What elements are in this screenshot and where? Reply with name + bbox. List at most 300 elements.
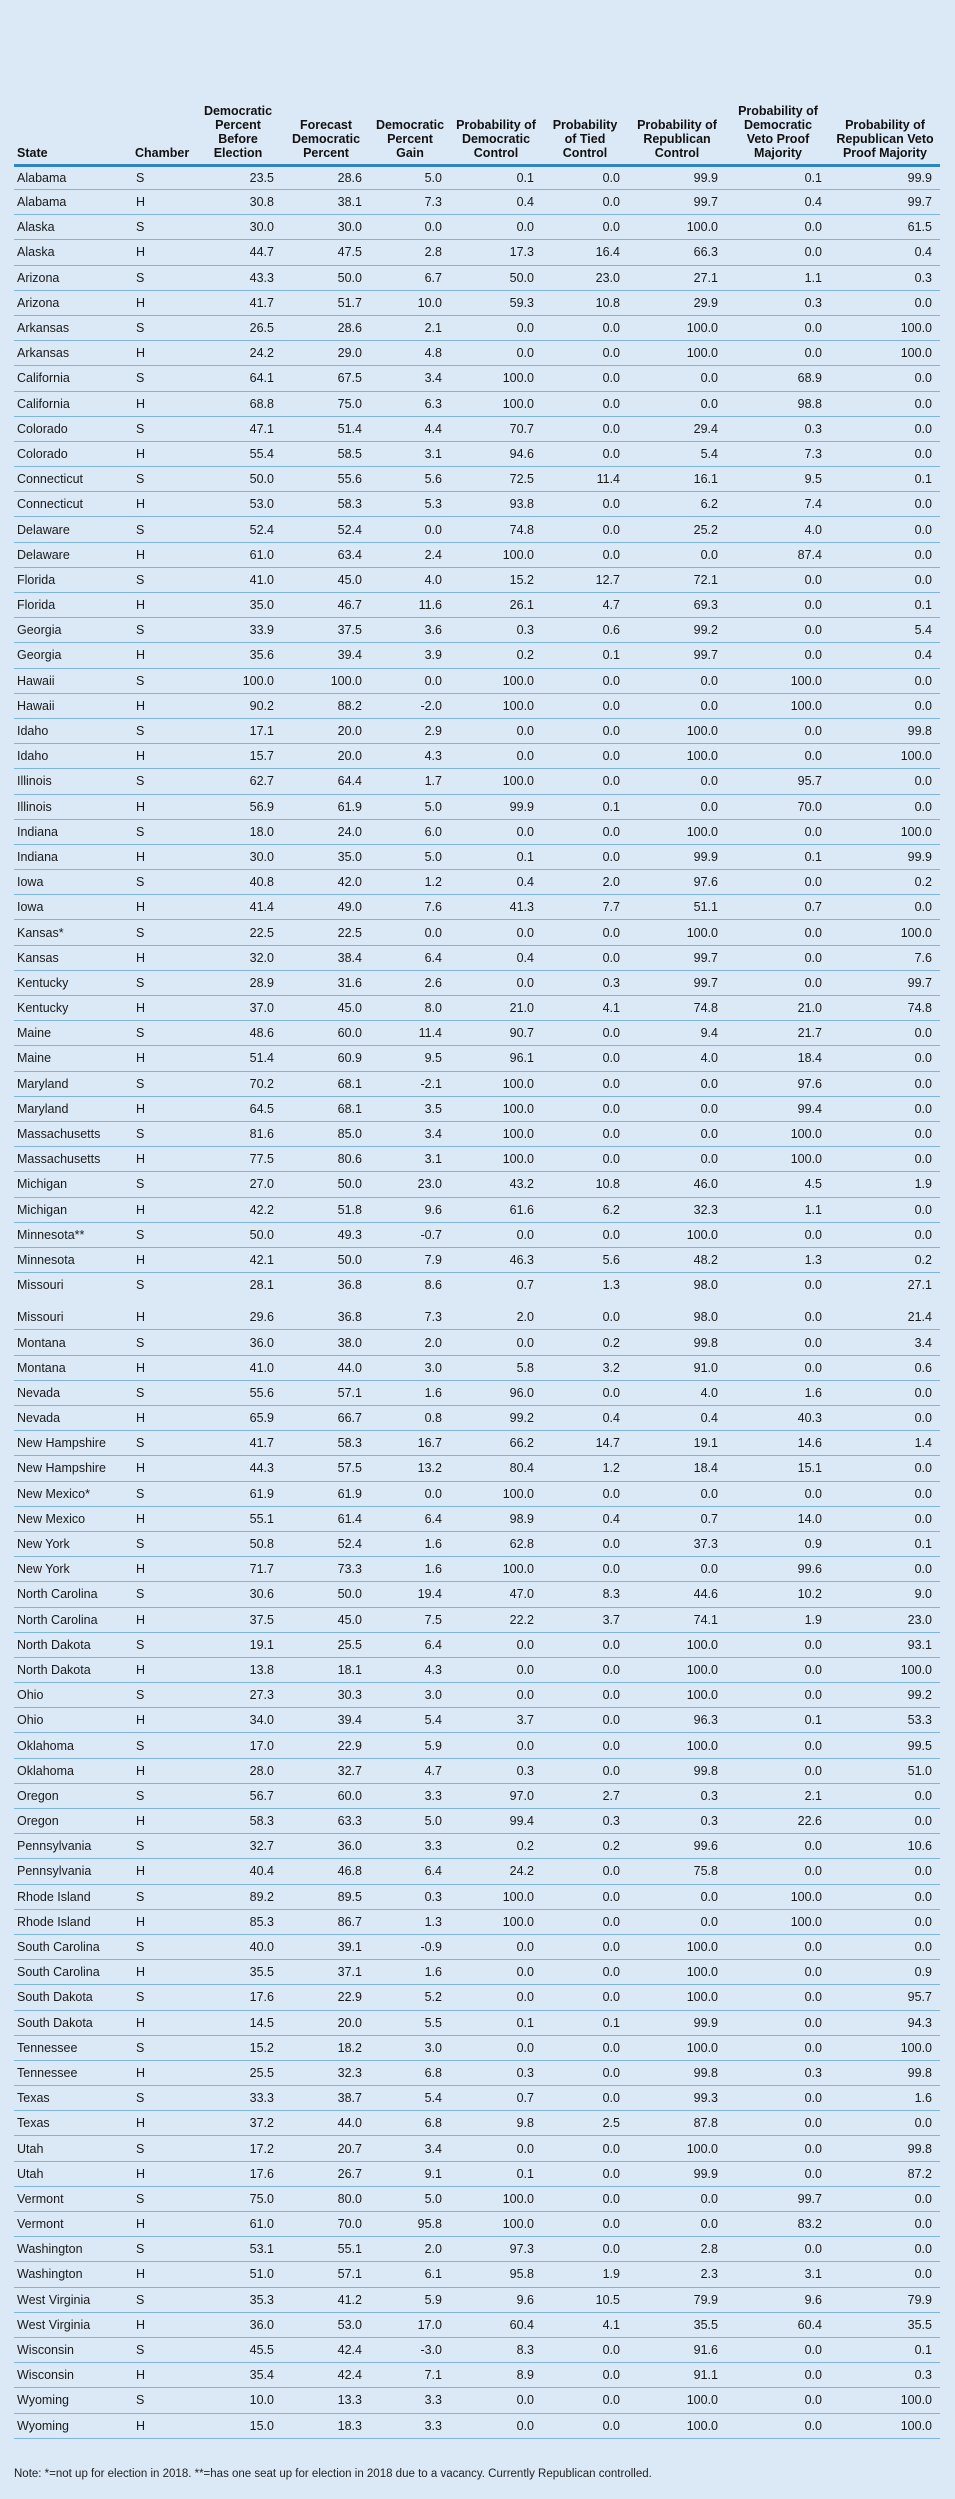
cell-dem-percent-before: 85.3 xyxy=(194,1909,282,1934)
cell-prob-rep-control: 91.0 xyxy=(628,1355,726,1380)
cell-dem-percent-gain: 6.8 xyxy=(370,2060,450,2085)
cell-forecast-dem-percent: 80.6 xyxy=(282,1147,370,1172)
cell-prob-rep-control: 100.0 xyxy=(628,1222,726,1247)
cell-chamber: H xyxy=(132,2363,194,2388)
cell-prob-tied-control: 0.0 xyxy=(542,1859,628,1884)
cell-prob-rep-control: 100.0 xyxy=(628,1985,726,2010)
cell-forecast-dem-percent: 46.7 xyxy=(282,593,370,618)
cell-dem-percent-before: 15.2 xyxy=(194,2035,282,2060)
cell-forecast-dem-percent: 32.7 xyxy=(282,1758,370,1783)
table-row xyxy=(14,1380,940,1405)
cell-prob-dem-veto-proof: 0.0 xyxy=(726,1355,830,1380)
cell-state: Tennessee xyxy=(14,2060,132,2085)
cell-state: Pennsylvania xyxy=(14,1859,132,1884)
cell-chamber: S xyxy=(132,416,194,441)
cell-prob-rep-control: 100.0 xyxy=(628,2035,726,2060)
cell-prob-rep-control: 100.0 xyxy=(628,1657,726,1682)
cell-chamber: S xyxy=(132,315,194,340)
cell-chamber: H xyxy=(132,2262,194,2287)
cell-dem-percent-gain: 2.0 xyxy=(370,1330,450,1355)
cell-prob-rep-control: 0.0 xyxy=(628,1096,726,1121)
cell-prob-rep-control: 4.0 xyxy=(628,1046,726,1071)
cell-prob-dem-control: 100.0 xyxy=(450,1071,542,1096)
cell-prob-rep-veto-proof: 27.1 xyxy=(830,1273,940,1302)
cell-prob-dem-control: 100.0 xyxy=(450,542,542,567)
cell-dem-percent-gain: 6.4 xyxy=(370,945,450,970)
header-forecast-dem-percent: Forecast Democratic Percent xyxy=(282,82,370,166)
cell-prob-rep-control: 100.0 xyxy=(628,744,726,769)
table-row xyxy=(14,1431,940,1456)
cell-forecast-dem-percent: 42.4 xyxy=(282,2363,370,2388)
cell-prob-dem-veto-proof: 0.0 xyxy=(726,920,830,945)
cell-dem-percent-before: 35.4 xyxy=(194,2363,282,2388)
cell-prob-dem-veto-proof: 100.0 xyxy=(726,1147,830,1172)
cell-prob-rep-veto-proof: 95.7 xyxy=(830,1985,940,2010)
cell-prob-rep-control: 99.2 xyxy=(628,618,726,643)
cell-forecast-dem-percent: 55.1 xyxy=(282,2237,370,2262)
cell-forecast-dem-percent: 51.4 xyxy=(282,416,370,441)
cell-prob-tied-control: 4.7 xyxy=(542,593,628,618)
cell-chamber: S xyxy=(132,265,194,290)
cell-prob-dem-veto-proof: 87.4 xyxy=(726,542,830,567)
cell-prob-rep-veto-proof: 99.7 xyxy=(830,970,940,995)
cell-chamber: S xyxy=(132,1582,194,1607)
cell-prob-dem-veto-proof: 99.4 xyxy=(726,1096,830,1121)
cell-prob-rep-veto-proof: 0.0 xyxy=(830,290,940,315)
cell-prob-dem-veto-proof: 4.5 xyxy=(726,1172,830,1197)
cell-prob-rep-veto-proof: 23.0 xyxy=(830,1607,940,1632)
cell-dem-percent-before: 28.0 xyxy=(194,1758,282,1783)
table-row xyxy=(14,2060,940,2085)
cell-prob-rep-control: 35.5 xyxy=(628,2312,726,2337)
cell-prob-rep-control: 0.0 xyxy=(628,1121,726,1146)
table-row xyxy=(14,1934,940,1959)
cell-prob-rep-control: 99.6 xyxy=(628,1834,726,1859)
cell-prob-tied-control: 0.0 xyxy=(542,1222,628,1247)
table-row xyxy=(14,693,940,718)
cell-prob-dem-veto-proof: 1.6 xyxy=(726,1380,830,1405)
cell-prob-dem-control: 0.2 xyxy=(450,1834,542,1859)
cell-state: North Dakota xyxy=(14,1632,132,1657)
cell-prob-rep-veto-proof: 99.2 xyxy=(830,1683,940,1708)
cell-prob-tied-control: 10.8 xyxy=(542,1172,628,1197)
cell-chamber: S xyxy=(132,819,194,844)
cell-prob-rep-control: 100.0 xyxy=(628,2388,726,2413)
cell-prob-dem-control: 70.7 xyxy=(450,416,542,441)
table-row xyxy=(14,1859,940,1884)
cell-prob-dem-veto-proof: 0.0 xyxy=(726,315,830,340)
cell-forecast-dem-percent: 51.7 xyxy=(282,290,370,315)
cell-dem-percent-gain: 4.3 xyxy=(370,1657,450,1682)
cell-forecast-dem-percent: 26.7 xyxy=(282,2161,370,2186)
table-row xyxy=(14,1683,940,1708)
cell-prob-tied-control: 0.1 xyxy=(542,643,628,668)
table-row xyxy=(14,2413,940,2438)
cell-prob-rep-control: 0.7 xyxy=(628,1506,726,1531)
cell-forecast-dem-percent: 36.8 xyxy=(282,1273,370,1302)
cell-state: Arkansas xyxy=(14,315,132,340)
table-row xyxy=(14,492,940,517)
table-row xyxy=(14,945,940,970)
cell-prob-dem-veto-proof: 0.9 xyxy=(726,1531,830,1556)
cell-prob-dem-control: 0.0 xyxy=(450,1934,542,1959)
cell-prob-dem-veto-proof: 0.0 xyxy=(726,2086,830,2111)
cell-dem-percent-gain: 1.6 xyxy=(370,1557,450,1582)
table-row xyxy=(14,1909,940,1934)
cell-dem-percent-gain: 5.0 xyxy=(370,2186,450,2211)
cell-prob-dem-control: 8.9 xyxy=(450,2363,542,2388)
cell-prob-dem-veto-proof: 0.0 xyxy=(726,1301,830,1330)
cell-prob-rep-control: 0.0 xyxy=(628,668,726,693)
cell-prob-tied-control: 0.0 xyxy=(542,2212,628,2237)
table-row xyxy=(14,2086,940,2111)
cell-prob-dem-veto-proof: 0.0 xyxy=(726,1985,830,2010)
table-row xyxy=(14,366,940,391)
cell-prob-rep-control: 0.0 xyxy=(628,1557,726,1582)
cell-prob-dem-veto-proof: 0.0 xyxy=(726,1273,830,1302)
cell-dem-percent-before: 27.3 xyxy=(194,1683,282,1708)
table-row xyxy=(14,920,940,945)
cell-chamber: S xyxy=(132,718,194,743)
cell-chamber: H xyxy=(132,593,194,618)
cell-dem-percent-before: 61.9 xyxy=(194,1481,282,1506)
cell-prob-rep-veto-proof: 0.4 xyxy=(830,240,940,265)
cell-prob-dem-veto-proof: 70.0 xyxy=(726,794,830,819)
cell-dem-percent-gain: -0.7 xyxy=(370,1222,450,1247)
table-row xyxy=(14,2136,940,2161)
cell-dem-percent-before: 24.2 xyxy=(194,341,282,366)
cell-state: California xyxy=(14,391,132,416)
cell-prob-tied-control: 6.2 xyxy=(542,1197,628,1222)
cell-prob-rep-veto-proof: 21.4 xyxy=(830,1301,940,1330)
cell-prob-rep-veto-proof: 0.0 xyxy=(830,895,940,920)
cell-chamber: S xyxy=(132,1733,194,1758)
cell-state: South Dakota xyxy=(14,1985,132,2010)
cell-state: North Dakota xyxy=(14,1657,132,1682)
table-row xyxy=(14,441,940,466)
cell-dem-percent-gain: 10.0 xyxy=(370,290,450,315)
cell-forecast-dem-percent: 58.3 xyxy=(282,492,370,517)
cell-state: Missouri xyxy=(14,1273,132,1302)
cell-prob-dem-control: 60.4 xyxy=(450,2312,542,2337)
cell-prob-tied-control: 14.7 xyxy=(542,1431,628,1456)
cell-prob-rep-veto-proof: 0.4 xyxy=(830,643,940,668)
cell-prob-rep-veto-proof: 0.0 xyxy=(830,693,940,718)
cell-prob-dem-veto-proof: 10.2 xyxy=(726,1582,830,1607)
cell-forecast-dem-percent: 37.1 xyxy=(282,1960,370,1985)
cell-chamber: S xyxy=(132,970,194,995)
cell-prob-tied-control: 0.0 xyxy=(542,1758,628,1783)
cell-prob-tied-control: 0.0 xyxy=(542,2035,628,2060)
cell-prob-rep-control: 97.6 xyxy=(628,870,726,895)
cell-prob-rep-control: 99.8 xyxy=(628,1330,726,1355)
cell-prob-rep-veto-proof: 99.8 xyxy=(830,718,940,743)
cell-dem-percent-gain: 6.4 xyxy=(370,1632,450,1657)
cell-prob-rep-control: 51.1 xyxy=(628,895,726,920)
cell-dem-percent-before: 43.3 xyxy=(194,265,282,290)
cell-prob-dem-control: 94.6 xyxy=(450,441,542,466)
cell-prob-rep-control: 0.0 xyxy=(628,1071,726,1096)
cell-chamber: H xyxy=(132,1147,194,1172)
cell-prob-dem-veto-proof: 98.8 xyxy=(726,391,830,416)
cell-prob-rep-control: 100.0 xyxy=(628,1632,726,1657)
cell-forecast-dem-percent: 38.1 xyxy=(282,190,370,215)
cell-prob-rep-veto-proof: 100.0 xyxy=(830,341,940,366)
cell-prob-rep-control: 44.6 xyxy=(628,1582,726,1607)
cell-prob-dem-control: 22.2 xyxy=(450,1607,542,1632)
cell-prob-rep-veto-proof: 0.2 xyxy=(830,870,940,895)
table-row xyxy=(14,1247,940,1272)
cell-chamber: H xyxy=(132,945,194,970)
cell-prob-rep-control: 2.8 xyxy=(628,2237,726,2262)
cell-prob-dem-control: 15.2 xyxy=(450,567,542,592)
cell-prob-tied-control: 10.8 xyxy=(542,290,628,315)
cell-forecast-dem-percent: 53.0 xyxy=(282,2312,370,2337)
cell-dem-percent-before: 22.5 xyxy=(194,920,282,945)
cell-forecast-dem-percent: 28.6 xyxy=(282,166,370,190)
cell-prob-dem-veto-proof: 0.0 xyxy=(726,215,830,240)
cell-prob-tied-control: 0.0 xyxy=(542,1481,628,1506)
cell-prob-dem-control: 95.8 xyxy=(450,2262,542,2287)
cell-forecast-dem-percent: 63.3 xyxy=(282,1809,370,1834)
cell-prob-dem-veto-proof: 40.3 xyxy=(726,1406,830,1431)
cell-dem-percent-before: 48.6 xyxy=(194,1021,282,1046)
cell-chamber: S xyxy=(132,920,194,945)
cell-prob-rep-veto-proof: 0.3 xyxy=(830,2363,940,2388)
table-row xyxy=(14,166,940,190)
cell-prob-rep-veto-proof: 0.0 xyxy=(830,794,940,819)
cell-chamber: H xyxy=(132,2212,194,2237)
cell-forecast-dem-percent: 38.4 xyxy=(282,945,370,970)
cell-prob-tied-control: 0.0 xyxy=(542,718,628,743)
cell-prob-tied-control: 0.0 xyxy=(542,1934,628,1959)
cell-dem-percent-before: 52.4 xyxy=(194,517,282,542)
cell-prob-tied-control: 0.1 xyxy=(542,2010,628,2035)
cell-prob-tied-control: 1.3 xyxy=(542,1273,628,1302)
table-row xyxy=(14,1172,940,1197)
cell-prob-dem-control: 0.0 xyxy=(450,1222,542,1247)
cell-dem-percent-before: 27.0 xyxy=(194,1172,282,1197)
cell-forecast-dem-percent: 39.4 xyxy=(282,1708,370,1733)
cell-prob-rep-control: 0.0 xyxy=(628,1481,726,1506)
cell-dem-percent-gain: 5.0 xyxy=(370,844,450,869)
cell-prob-rep-veto-proof: 3.4 xyxy=(830,1330,940,1355)
cell-dem-percent-before: 17.6 xyxy=(194,2161,282,2186)
cell-prob-dem-control: 62.8 xyxy=(450,1531,542,1556)
cell-prob-tied-control: 7.7 xyxy=(542,895,628,920)
cell-prob-rep-veto-proof: 5.4 xyxy=(830,618,940,643)
cell-dem-percent-before: 15.7 xyxy=(194,744,282,769)
cell-forecast-dem-percent: 70.0 xyxy=(282,2212,370,2237)
cell-state: Illinois xyxy=(14,769,132,794)
cell-prob-rep-control: 100.0 xyxy=(628,819,726,844)
cell-prob-tied-control: 1.9 xyxy=(542,2262,628,2287)
cell-state: Utah xyxy=(14,2136,132,2161)
table-row xyxy=(14,870,940,895)
cell-prob-dem-veto-proof: 1.1 xyxy=(726,1197,830,1222)
table-row xyxy=(14,542,940,567)
cell-prob-rep-control: 74.8 xyxy=(628,996,726,1021)
cell-dem-percent-gain: 8.6 xyxy=(370,1273,450,1302)
footnote: Note: *=not up for election in 2018. **=has one seat up for election in 2018 due to a vacancy. Currently Republican controlled. xyxy=(14,2468,652,2480)
cell-state: Indiana xyxy=(14,819,132,844)
cell-prob-dem-veto-proof: 0.3 xyxy=(726,416,830,441)
cell-prob-rep-veto-proof: 0.0 xyxy=(830,2111,940,2136)
cell-prob-dem-control: 8.3 xyxy=(450,2337,542,2362)
table-row xyxy=(14,1506,940,1531)
table-row xyxy=(14,643,940,668)
cell-dem-percent-before: 56.7 xyxy=(194,1783,282,1808)
cell-state: Alabama xyxy=(14,166,132,190)
cell-state: Nevada xyxy=(14,1380,132,1405)
cell-dem-percent-before: 42.1 xyxy=(194,1247,282,1272)
cell-prob-tied-control: 0.3 xyxy=(542,1809,628,1834)
cell-prob-rep-control: 66.3 xyxy=(628,240,726,265)
cell-dem-percent-gain: 3.0 xyxy=(370,1355,450,1380)
cell-prob-dem-veto-proof: 18.4 xyxy=(726,1046,830,1071)
cell-chamber: S xyxy=(132,1071,194,1096)
cell-forecast-dem-percent: 75.0 xyxy=(282,391,370,416)
cell-dem-percent-gain: 5.9 xyxy=(370,1733,450,1758)
header-prob-rep-control: Probability of Republican Control xyxy=(628,82,726,166)
cell-prob-tied-control: 1.2 xyxy=(542,1456,628,1481)
cell-prob-rep-veto-proof: 0.0 xyxy=(830,1934,940,1959)
cell-dem-percent-before: 17.0 xyxy=(194,1733,282,1758)
cell-prob-tied-control: 5.6 xyxy=(542,1247,628,1272)
cell-chamber: S xyxy=(132,2186,194,2211)
table-row xyxy=(14,2287,940,2312)
cell-prob-rep-veto-proof: 0.0 xyxy=(830,2262,940,2287)
cell-prob-dem-control: 100.0 xyxy=(450,366,542,391)
cell-forecast-dem-percent: 88.2 xyxy=(282,693,370,718)
cell-dem-percent-before: 45.5 xyxy=(194,2337,282,2362)
cell-dem-percent-gain: 17.0 xyxy=(370,2312,450,2337)
cell-prob-dem-veto-proof: 0.3 xyxy=(726,290,830,315)
cell-prob-tied-control: 0.0 xyxy=(542,2337,628,2362)
cell-prob-rep-control: 99.9 xyxy=(628,166,726,190)
cell-state: Utah xyxy=(14,2161,132,2186)
cell-chamber: H xyxy=(132,1809,194,1834)
cell-dem-percent-before: 17.1 xyxy=(194,718,282,743)
header-row xyxy=(14,82,940,166)
header-dem-percent-before: Democratic Percent Before Election xyxy=(194,82,282,166)
cell-state: New Mexico xyxy=(14,1506,132,1531)
cell-prob-dem-control: 74.8 xyxy=(450,517,542,542)
cell-prob-rep-veto-proof: 99.8 xyxy=(830,2136,940,2161)
cell-state: Colorado xyxy=(14,441,132,466)
cell-prob-dem-veto-proof: 0.1 xyxy=(726,166,830,190)
cell-dem-percent-before: 50.0 xyxy=(194,1222,282,1247)
cell-prob-tied-control: 11.4 xyxy=(542,467,628,492)
cell-prob-dem-veto-proof: 0.0 xyxy=(726,2161,830,2186)
cell-prob-rep-veto-proof: 0.0 xyxy=(830,2237,940,2262)
cell-dem-percent-before: 75.0 xyxy=(194,2186,282,2211)
cell-prob-dem-veto-proof: 0.0 xyxy=(726,1960,830,1985)
cell-prob-dem-veto-proof: 0.0 xyxy=(726,1834,830,1859)
cell-prob-rep-control: 99.8 xyxy=(628,2060,726,2085)
cell-state: North Carolina xyxy=(14,1582,132,1607)
cell-prob-dem-veto-proof: 0.4 xyxy=(726,190,830,215)
cell-dem-percent-before: 13.8 xyxy=(194,1657,282,1682)
cell-forecast-dem-percent: 55.6 xyxy=(282,467,370,492)
cell-prob-tied-control: 0.0 xyxy=(542,517,628,542)
header-chamber: Chamber xyxy=(132,82,194,166)
cell-state: Maryland xyxy=(14,1071,132,1096)
cell-prob-rep-control: 27.1 xyxy=(628,265,726,290)
cell-prob-rep-control: 0.0 xyxy=(628,1147,726,1172)
table-row xyxy=(14,844,940,869)
cell-dem-percent-before: 19.1 xyxy=(194,1632,282,1657)
table-row xyxy=(14,1531,940,1556)
cell-chamber: S xyxy=(132,1431,194,1456)
cell-chamber: S xyxy=(132,1273,194,1302)
cell-prob-dem-veto-proof: 0.0 xyxy=(726,2363,830,2388)
cell-prob-rep-veto-proof: 0.0 xyxy=(830,567,940,592)
cell-prob-dem-veto-proof: 0.0 xyxy=(726,1657,830,1682)
cell-prob-dem-veto-proof: 21.0 xyxy=(726,996,830,1021)
cell-prob-dem-control: 0.0 xyxy=(450,2413,542,2438)
cell-state: Alaska xyxy=(14,240,132,265)
cell-prob-dem-control: 100.0 xyxy=(450,1909,542,1934)
cell-prob-dem-veto-proof: 4.0 xyxy=(726,517,830,542)
cell-chamber: S xyxy=(132,1985,194,2010)
cell-prob-rep-control: 69.3 xyxy=(628,593,726,618)
cell-dem-percent-before: 53.1 xyxy=(194,2237,282,2262)
cell-dem-percent-gain: 5.0 xyxy=(370,166,450,190)
cell-prob-tied-control: 0.0 xyxy=(542,920,628,945)
cell-forecast-dem-percent: 73.3 xyxy=(282,1557,370,1582)
cell-chamber: H xyxy=(132,2111,194,2136)
cell-prob-tied-control: 0.0 xyxy=(542,1301,628,1330)
cell-state: South Dakota xyxy=(14,2010,132,2035)
cell-forecast-dem-percent: 22.9 xyxy=(282,1733,370,1758)
cell-dem-percent-before: 26.5 xyxy=(194,315,282,340)
cell-dem-percent-gain: 5.0 xyxy=(370,794,450,819)
cell-dem-percent-gain: 6.7 xyxy=(370,265,450,290)
cell-prob-dem-control: 0.0 xyxy=(450,920,542,945)
cell-state: Rhode Island xyxy=(14,1884,132,1909)
cell-dem-percent-before: 17.2 xyxy=(194,2136,282,2161)
cell-dem-percent-before: 44.7 xyxy=(194,240,282,265)
cell-forecast-dem-percent: 50.0 xyxy=(282,1247,370,1272)
cell-state: Georgia xyxy=(14,643,132,668)
cell-prob-dem-control: 90.7 xyxy=(450,1021,542,1046)
cell-prob-tied-control: 0.0 xyxy=(542,1733,628,1758)
cell-prob-rep-control: 98.0 xyxy=(628,1273,726,1302)
cell-state: Wisconsin xyxy=(14,2363,132,2388)
cell-forecast-dem-percent: 68.1 xyxy=(282,1071,370,1096)
cell-chamber: S xyxy=(132,366,194,391)
cell-dem-percent-gain: 3.0 xyxy=(370,1683,450,1708)
cell-prob-rep-veto-proof: 100.0 xyxy=(830,1657,940,1682)
cell-prob-dem-veto-proof: 100.0 xyxy=(726,668,830,693)
cell-chamber: H xyxy=(132,542,194,567)
cell-prob-dem-control: 2.0 xyxy=(450,1301,542,1330)
table-row xyxy=(14,1021,940,1046)
cell-prob-dem-veto-proof: 0.1 xyxy=(726,844,830,869)
cell-dem-percent-before: 36.0 xyxy=(194,2312,282,2337)
cell-forecast-dem-percent: 18.2 xyxy=(282,2035,370,2060)
cell-prob-rep-veto-proof: 0.0 xyxy=(830,416,940,441)
cell-prob-dem-control: 0.3 xyxy=(450,2060,542,2085)
header-prob-tied-control: Probability of Tied Control xyxy=(542,82,628,166)
cell-prob-tied-control: 0.0 xyxy=(542,844,628,869)
cell-forecast-dem-percent: 39.1 xyxy=(282,1934,370,1959)
cell-prob-tied-control: 0.0 xyxy=(542,441,628,466)
table-row xyxy=(14,970,940,995)
table-row xyxy=(14,996,940,1021)
cell-prob-rep-control: 16.1 xyxy=(628,467,726,492)
